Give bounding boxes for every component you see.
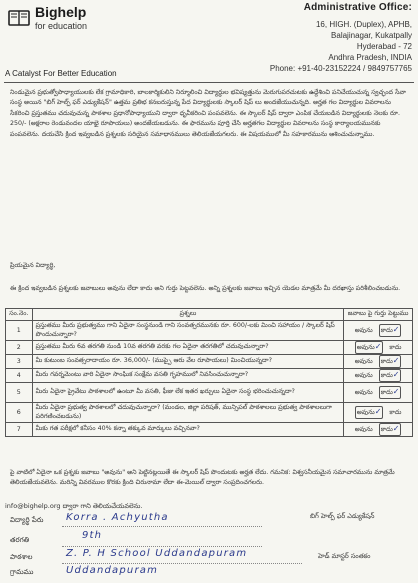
office-line: Balajinagar, Kukatpally [331,31,412,40]
answer-cell[interactable] [344,341,413,355]
check-mark-icon: ✓ [374,342,382,351]
check-mark-icon: ✓ [392,325,400,334]
intro-paragraph: నిండుమైన ప్రభుత్వోపాధ్యాయులకు లేక గ్రామాధికారి, బాలకార్మికులిని నిర్మూలించి విద్యార్థుల భవిష్యత్తును మెరుగుపరచుటకు ఉద్దేశించి పనిచేయుచున్న స్వచ్ఛంద సేవా సంస్థ అయిన "బిగ్ హెల్ప్ ఫర్ ఎడ్యుకేషన్" ఉత్తమ ప్రతిభ కనబరుస్తున్న పేద విద్యార్థులకు స్కాలర్ షిప్ లు అందజేయుచున్నది. అర్హత గల విద్యార్థుల వివరాలను సేకరించి ప్రస్తుతము చదువుచున్న పాఠశాల ప్రధానోపాధ్యాయుని ద్వారా ధృవీకరించి పంపవలెను. ఈ స్కాలర్ షిప్ ద్వారా ఎంపిక చేయబడిన విద్యార్థులకు నెలకు రూ. 250/- (అక్షరాల రెండువందల యాభై రూపాయలు) అందజేయబడును. ఈ ఫారమును పూర్తి చేసి అర్హతగల విద్యార్థుల వివరాలను సంస్థ కార్యాలయమునకు పంపవలెను. దయచేసి క్రింద ఇవ్వబడిన ప్రశ్నలకు సరియైన సమాధానములు తెలియజేయగలరు. ఈ విషయములో మీ సహకారమును ఆశించుచున్నాము. [10,89,406,138]
answer-no[interactable]: కాదు [389,409,402,416]
office-title: Administrative Office: [303,2,412,13]
header-serial: సం.నెం. [6,309,33,321]
question-text: మీకు గత పరీక్షలో కనీసం 40% కన్నా తక్కువ మార్కులు వచ్చినవా? [32,423,344,437]
book-logo-icon [8,7,30,29]
table-row [6,383,413,403]
brand-subtitle: for education [35,21,88,31]
answer-yes[interactable]: అవును✓ [355,341,384,354]
header-divider [4,82,414,83]
table-row [6,321,413,341]
question-text: ప్రస్తుతము మీరు 6వ తరగతి నుండి 10వ తరగతి వరకు గల ఏదైనా తరగతిలో చదువుచున్నారా? [32,341,344,355]
answer-yes[interactable]: అవును [354,327,373,334]
table-row [6,355,413,369]
student-name-label: విద్యార్థి పేరు [10,516,44,524]
answer-cell[interactable] [344,423,413,437]
student-name-value[interactable]: Korra . Achyutha [66,512,169,523]
school-label: పాఠశాల [10,553,33,561]
row-number: 3 [6,355,33,369]
table-row [6,403,413,423]
answer-no[interactable]: కాదు✓ [379,386,402,399]
answer-cell[interactable] [344,355,413,369]
check-mark-icon: ✓ [392,424,400,433]
answer-cell[interactable] [344,403,413,423]
table-header-row [6,309,413,321]
check-mark-icon: ✓ [392,356,400,365]
class-label: తరగతి [10,536,30,544]
answer-no[interactable]: కాదు✓ [379,324,402,337]
salutation: ప్రియమైన విద్యార్థి, [10,262,56,269]
check-mark-icon: ✓ [392,387,400,396]
brand-name: Bighelp [35,4,87,20]
office-line: 16, HIGH. (Duplex), APHB, [315,20,412,29]
instructions-paragraph: ఈ క్రింద ఇవ్వబడిన ప్రశ్నలకు జవాబులు అవును లేదా కాదు అని గుర్తు పెట్టవలెను. అన్ని ప్రశ్నలకు జవాబు ఇచ్చిన యెడల మాత్రమే మీ దరఖాస్తు పరిశీలించబడును. [10,285,401,292]
office-line: Hyderabad - 72 [356,42,412,51]
org-signature-label: బిగ్ హెల్ప్ ఫర్ ఎడ్యుకేషన్ [310,512,375,520]
row-number: 2 [6,341,33,355]
answer-cell[interactable] [344,369,413,383]
school-line [62,563,302,564]
answer-cell[interactable] [344,321,413,341]
row-number: 5 [6,383,33,403]
office-phone: Phone: +91-40-23152224 / 9849757765 [269,64,412,73]
table-row [6,341,413,355]
table-row [6,423,413,437]
headmaster-signature-label: హెడ్ మాస్టర్ సంతకం [318,552,371,560]
office-line: Andhra Pradesh, INDIA [328,53,412,62]
check-mark-icon: ✓ [374,407,382,416]
answer-yes[interactable]: అవును [354,358,373,365]
office-address [222,2,412,74]
row-number: 7 [6,423,33,437]
village-label: గ్రామము [10,568,34,576]
village-value[interactable]: Uddandapuram [66,565,159,576]
eligibility-note: పై వాటిలో ఏదైనా ఒక ప్రశ్నకు జవాబు "అవును" అని పెట్టినట్లయితే ఈ స్కాలర్ షిప్ పొందుటకు అర్హత లేదు. గమనిక: విశ్వసనీయమైన సమాచారమును మాత్రమే తెలియజేయవలెను. మరిన్ని వివరముల కొరకు క్రింది చిరునామా లేదా ఈ-మెయిల్ ద్వారా సంప్రదించగలరు. [10,469,395,486]
answer-no[interactable]: కాదు✓ [379,423,402,436]
answer-yes[interactable]: అవును [354,389,373,396]
answer-no[interactable]: కాదు✓ [379,369,402,382]
question-text: మీరు గవర్నమెంటు వారి ఏదైనా సాంఘిక సంక్షేమ వసతి గృహములో నివసించుచున్నారా? [32,369,344,383]
class-value[interactable]: 9th [82,530,103,541]
eligibility-table [5,308,413,437]
question-text: మీ కుటుంబ సంవత్సరాదాయం రూ. 36,000/- (ముప్పై ఆరు వేల రూపాయలు) మించియున్నదా? [32,355,344,369]
school-value[interactable]: Z. P. H School Uddandapuram [66,548,248,559]
class-line [62,546,262,547]
row-number: 6 [6,403,33,423]
question-text: మీరు ఏదైనా ప్రైవేటు పాఠశాలలో ఉంటూ మీ వసతి, ఫీజు లేక ఇతర ఖర్చులు ఏదైనా సంస్థ భరించుచున్నదా? [32,383,344,403]
answer-yes[interactable]: అవును [354,372,373,379]
row-number: 1 [6,321,33,341]
name-line [62,526,262,527]
row-number: 4 [6,369,33,383]
answer-yes[interactable]: అవును [354,426,373,433]
question-text: మీరు ఏదైనా ప్రభుత్వ పాఠశాలలో చదువుచున్నారా? (మండల, జిల్లా పరిషత్, మున్సిపల్ పాఠశాలలు ప్రభుత్వ పాఠశాలలుగా పరిగణించబడును) [32,403,344,423]
header-questions: ప్రశ్నలు [32,309,344,321]
answer-no[interactable]: కాదు [389,344,402,351]
check-mark-icon: ✓ [392,370,400,379]
contact-email: info@bighelp.org ద్వారా గాని తెలియచేయవలెను. [5,502,143,510]
header-answer: జవాబు పై గుర్తు పెట్టుము [344,309,413,321]
answer-yes[interactable]: అవును✓ [355,406,384,419]
answer-cell[interactable] [344,383,413,403]
table-row [6,369,413,383]
tagline: A Catalyst For Better Education [5,69,117,78]
answer-no[interactable]: కాదు✓ [379,355,402,368]
question-text: ప్రస్తుతము మీరు ప్రభుత్వము గాని ఏదైనా సంస్థనుండి గాని సంవత్సరమునకు రూ. 600/-లకు మించి సహాయం / స్కాలర్ షిప్ పొందుచున్నారా? [32,321,344,341]
bighelp-logo [5,4,125,44]
